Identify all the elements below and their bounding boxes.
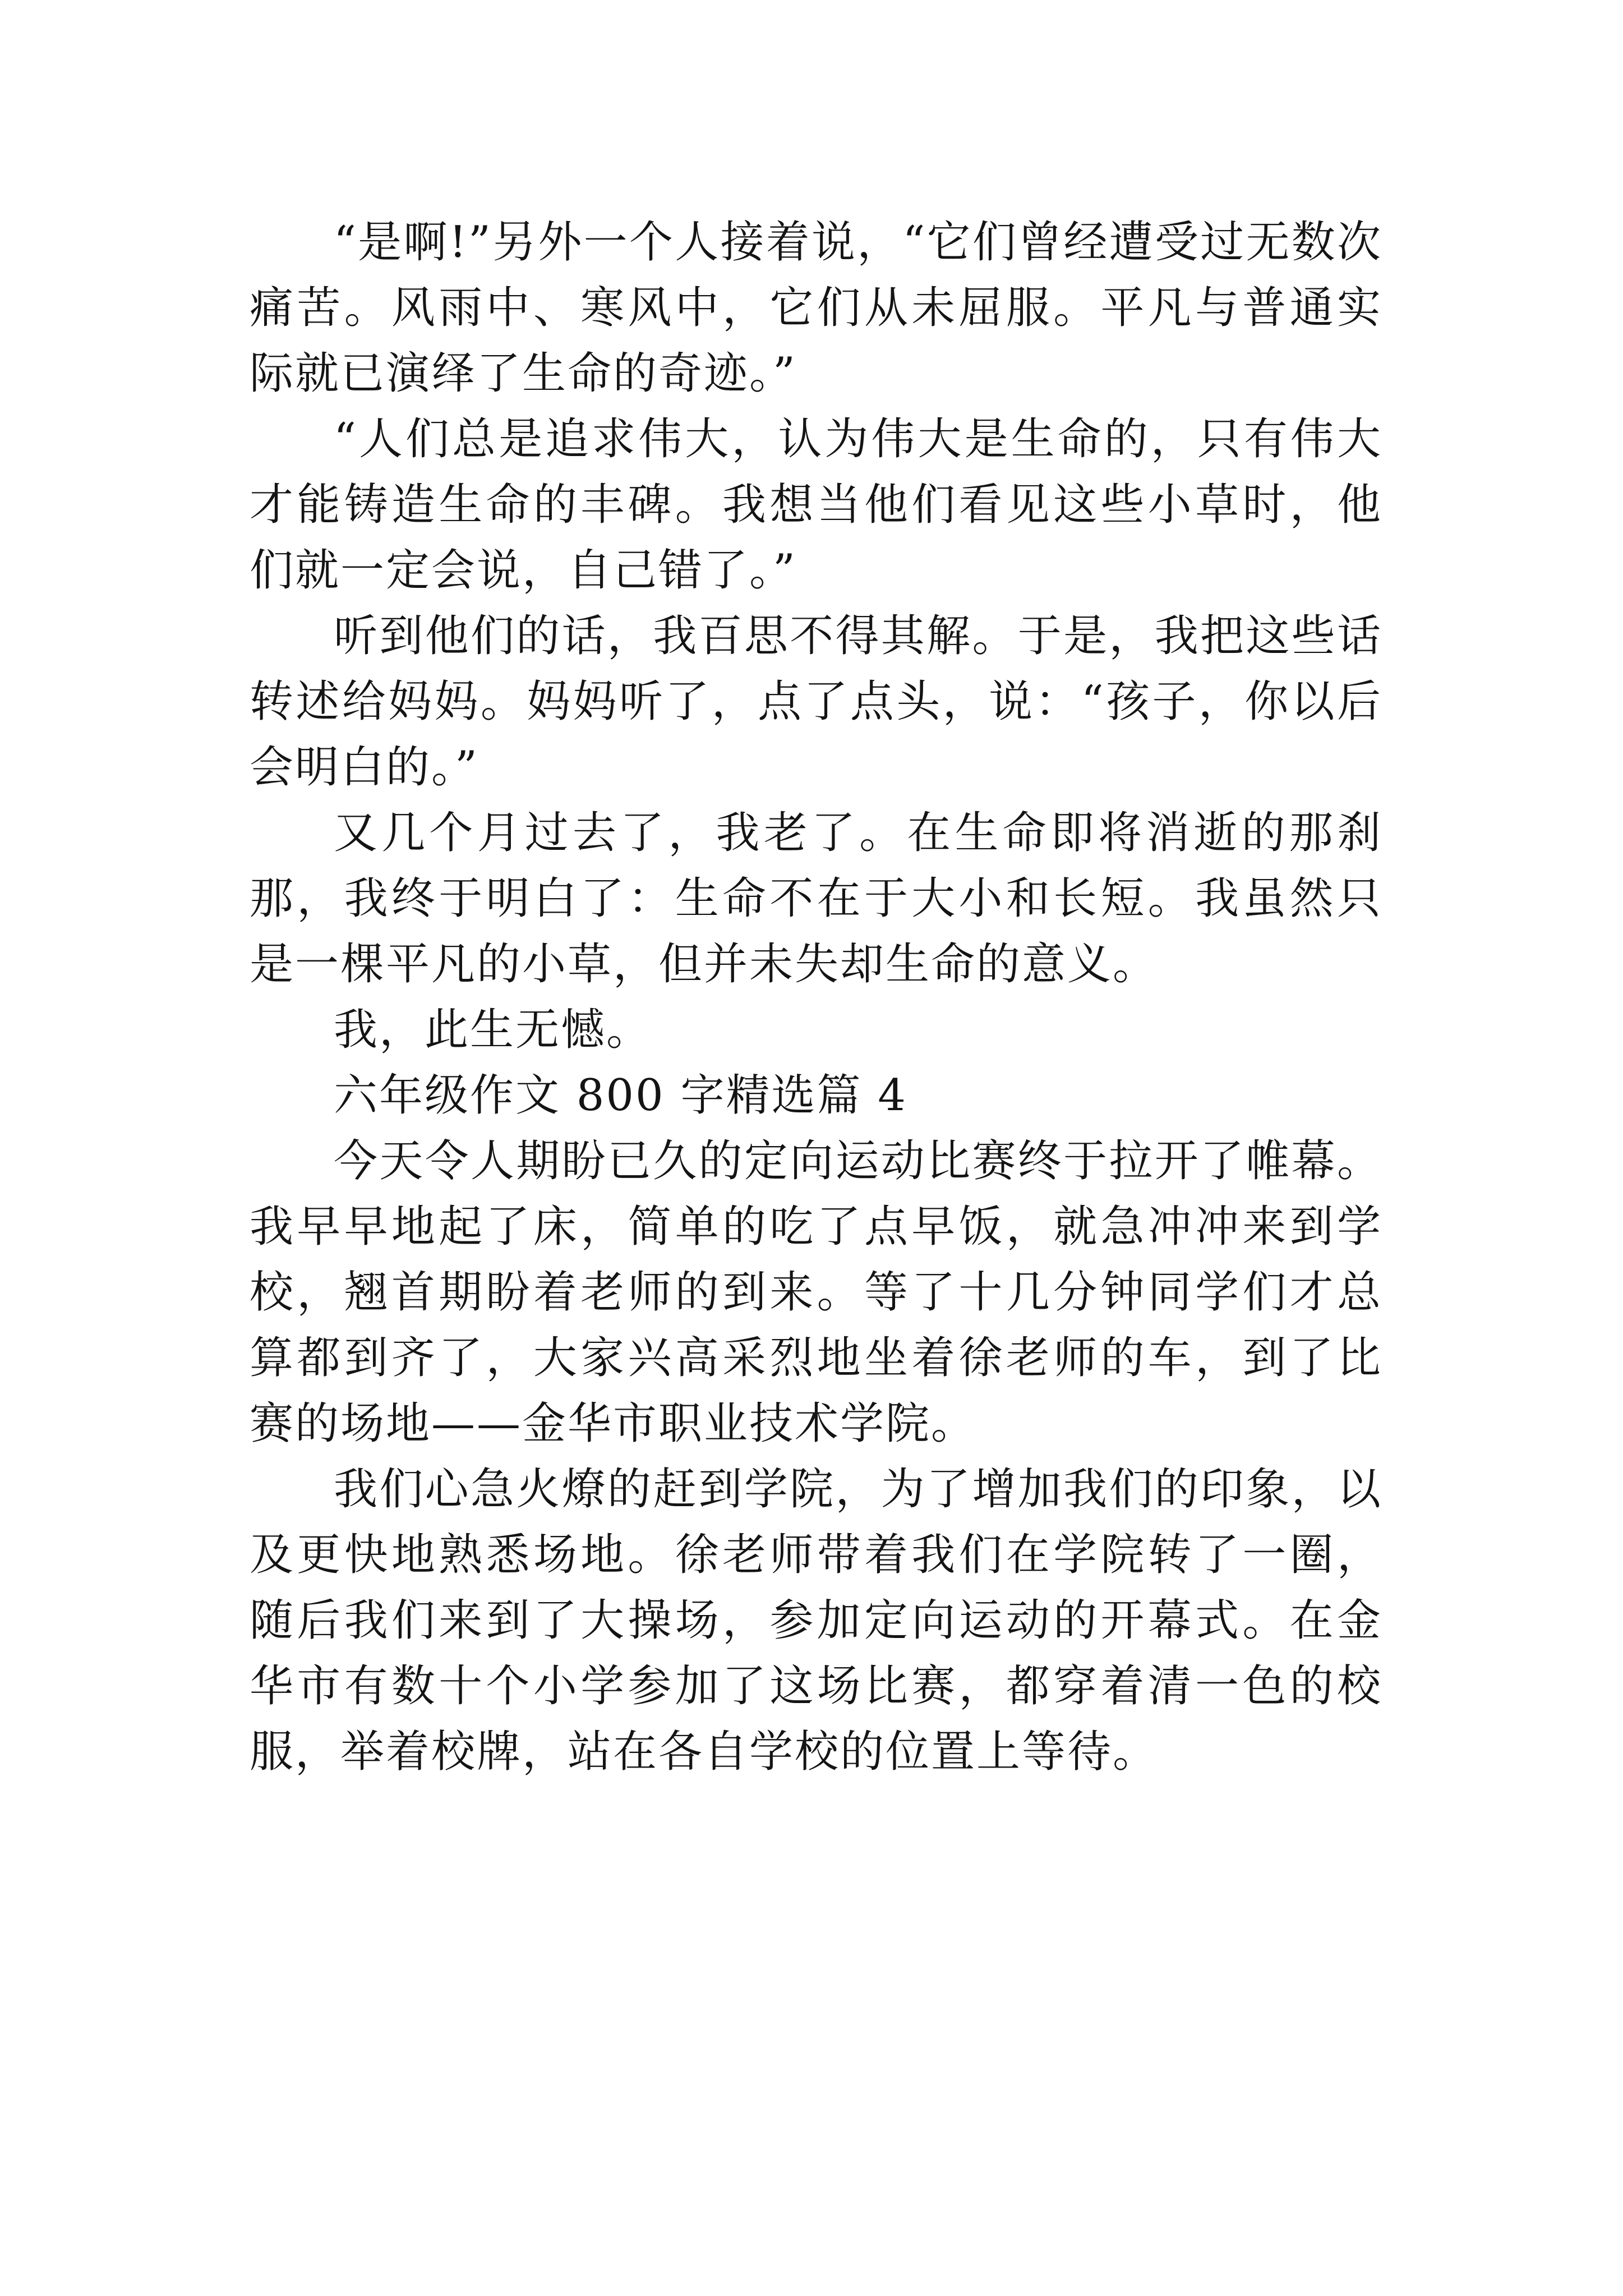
paragraph: “是啊!”另外一个人接着说，“它们曾经遭受过无数次痛苦。风雨中、寒风中，它们从未屈服。平凡与普通实际就已演绎了生命的奇迹。” [250,217,1382,399]
paragraph: 今天令人期盼已久的定向运动比赛终于拉开了帷幕。我早早地起了床，简单的吃了点早饭，就急冲冲来到学校，翘首期盼着老师的到来。等了十几分钟同学们才总算都到齐了，大家兴高采烈地坐着徐老师的车，到了比赛的场地——金华市职业技术学院。 [250,1136,1382,1449]
paragraph: 我，此生无憾。 [334,1005,652,1055]
paragraph: 又几个月过去了，我老了。在生命即将消逝的那刹那，我终于明白了：生命不在于大小和长短。我虽然只是一棵平凡的小草，但并未失却生命的意义。 [250,808,1382,990]
document-body [250,210,1382,1785]
section-title: 六年级作文 800 字精选篇 4 [334,1070,907,1121]
paragraph: 我们心急火燎的赶到学院，为了增加我们的印象，以及更快地熟悉场地。徐老师带着我们在学院转了一圈，随后我们来到了大操场，参加定向运动的开幕式。在金华市有数十个小学参加了这场比赛，都穿着清一色的校服，举着校牌，站在各自学校的位置上等待。 [250,1464,1382,1777]
paragraph: “人们总是追求伟大，认为伟大是生命的，只有伟大才能铸造生命的丰碑。我想当他们看见这些小草时，他们就一定会说，自己错了。” [250,414,1382,596]
paragraph: 听到他们的话，我百思不得其解。于是，我把这些话转述给妈妈。妈妈听了，点了点头，说：“孩子，你以后会明白的。” [250,611,1382,793]
